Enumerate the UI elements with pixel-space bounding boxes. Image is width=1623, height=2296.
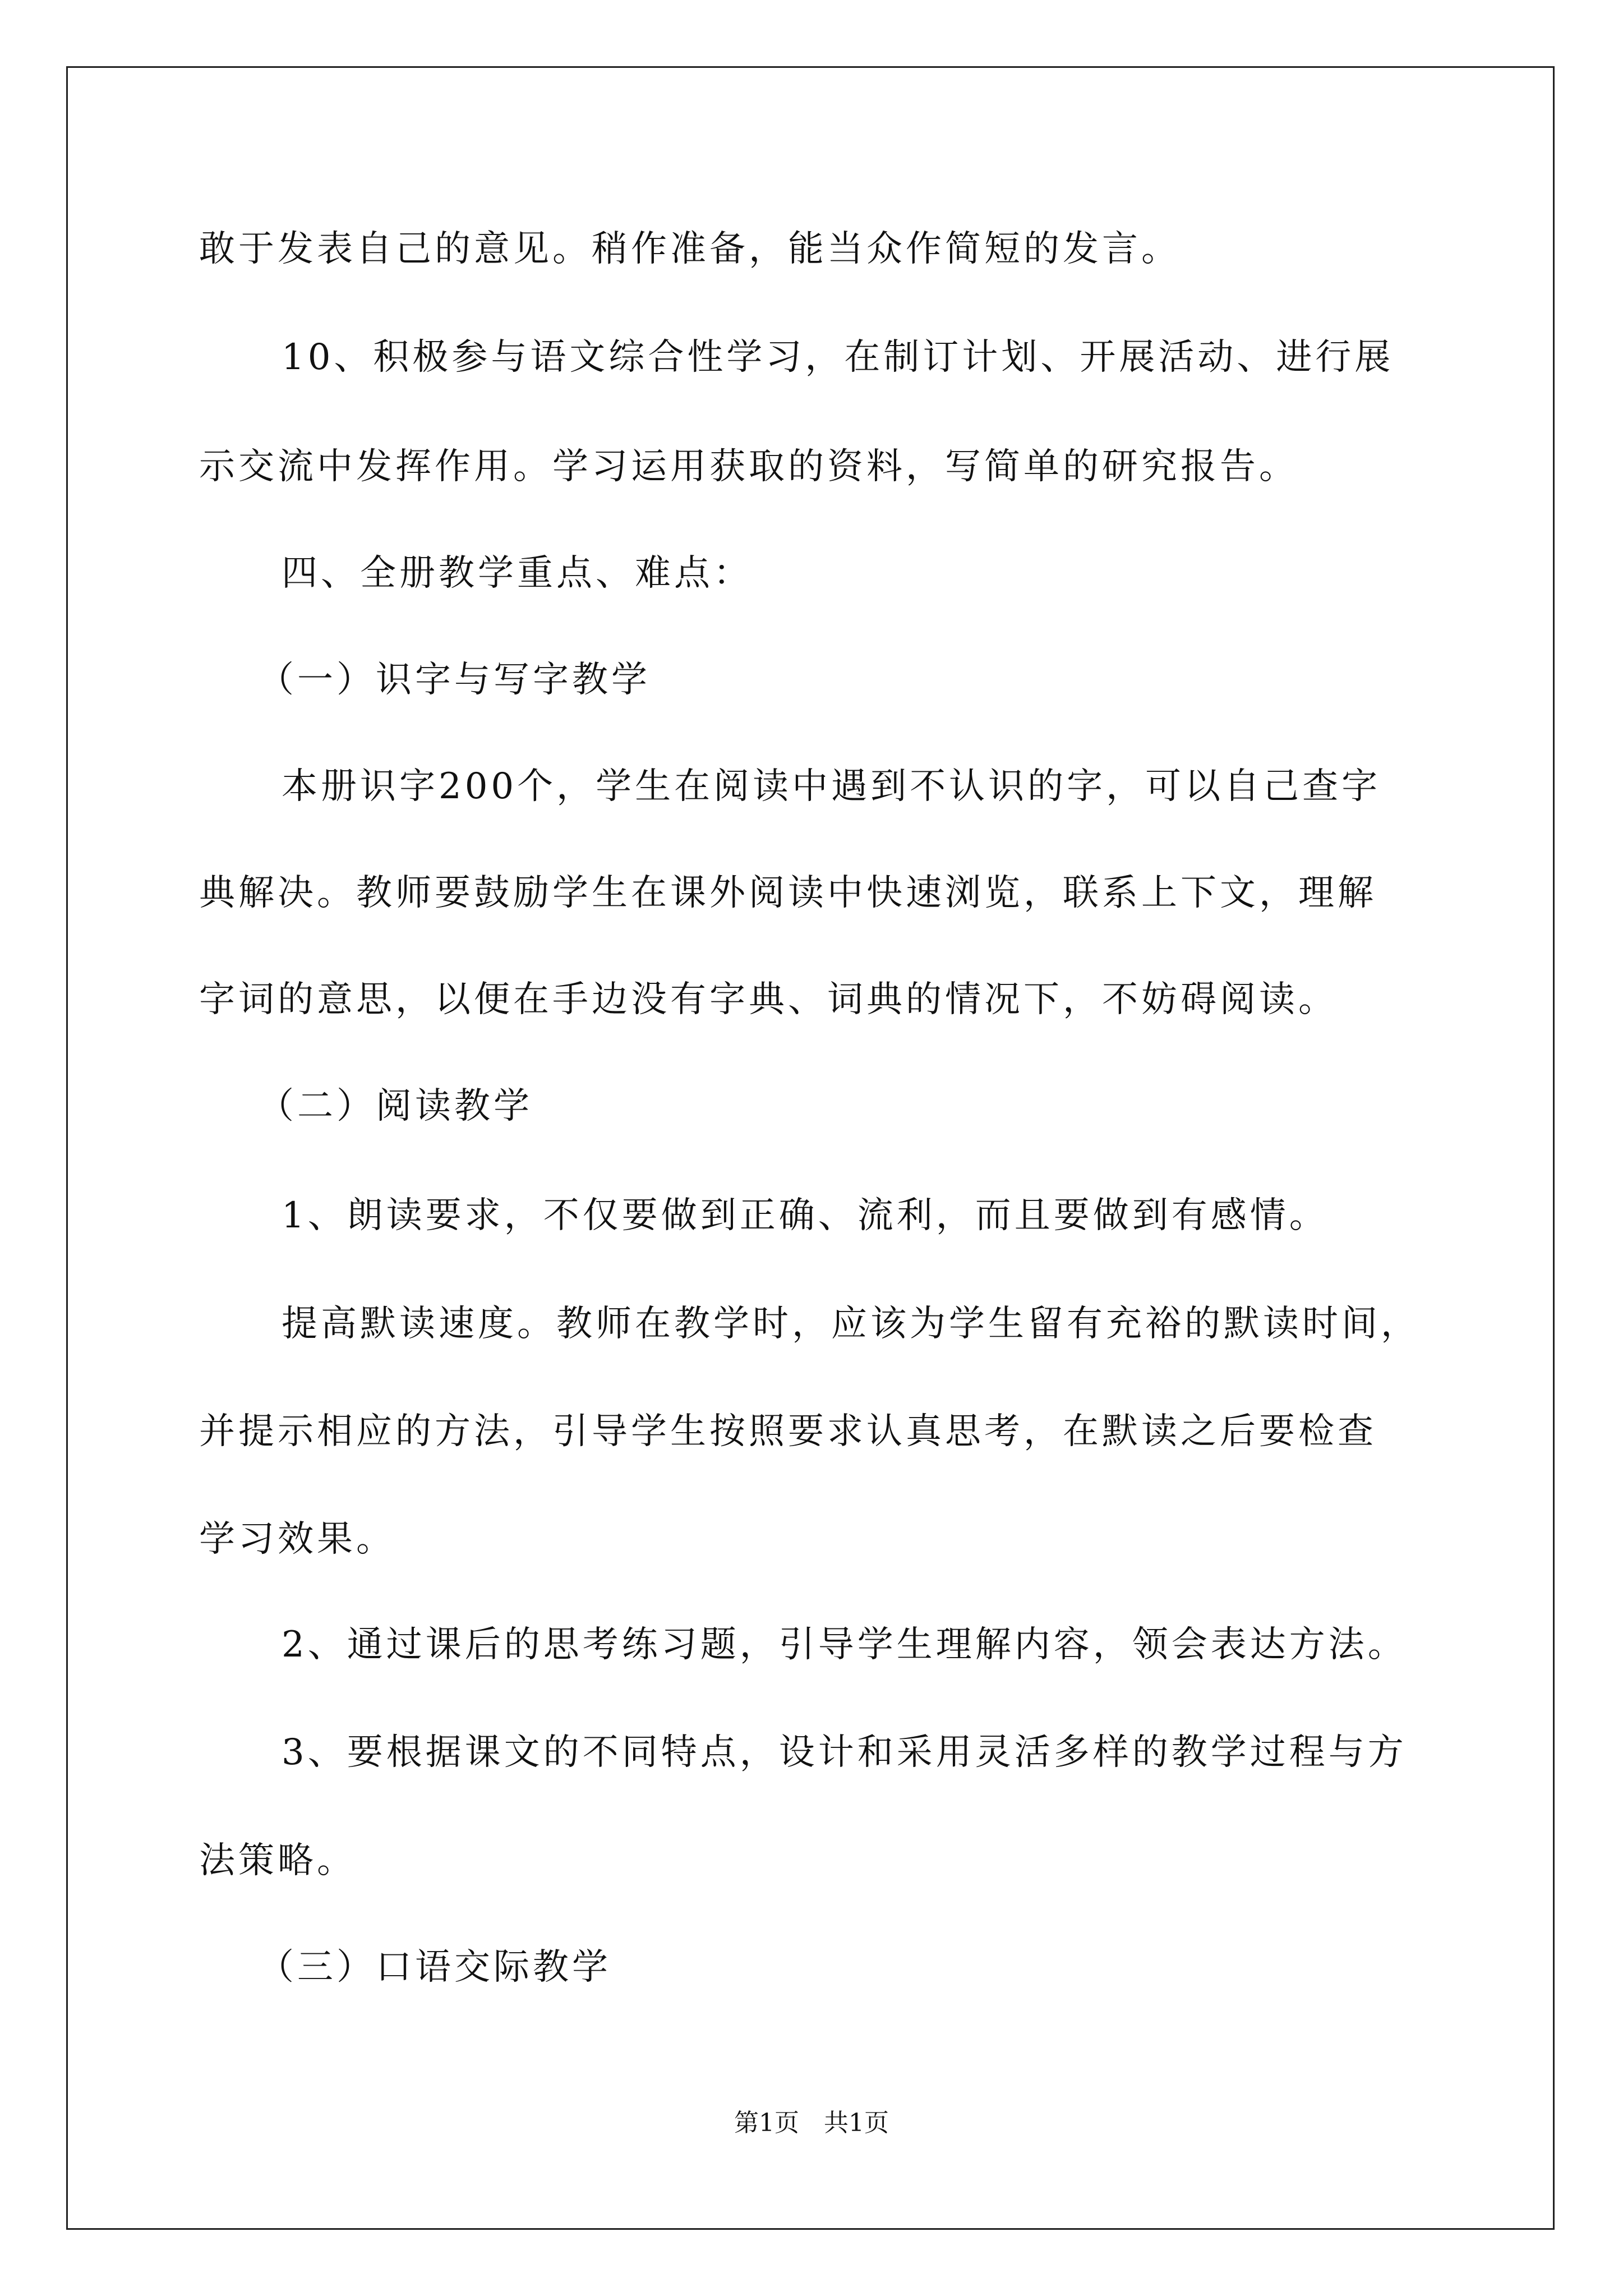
- text-line-6: 本册识字200个，学生在阅读中遇到不认识的字，可以自己查字: [282, 766, 1381, 807]
- text-line-8: 字词的意思，以便在手边没有字典、词典的情况下，不妨碍阅读。: [199, 979, 1338, 1020]
- text-line-13: 学习效果。: [199, 1519, 395, 1560]
- text-line-16: 法策略。: [199, 1840, 356, 1881]
- subsection-heading-3: （三）口语交际教学: [258, 1947, 611, 1988]
- subsection-heading-2: （二）阅读教学: [258, 1085, 533, 1127]
- text-line-3: 示交流中发挥作用。学习运用获取的资料，写简单的研究报告。: [199, 446, 1298, 487]
- text-line-15: 3、要根据课文的不同特点，设计和采用灵活多样的教学过程与方: [282, 1732, 1407, 1773]
- section-heading-4: 四、全册教学重点、难点：: [282, 553, 753, 594]
- text-line-1: 敢于发表自己的意见。稍作准备，能当众作简短的发言。: [199, 228, 1181, 270]
- text-line-12: 并提示相应的方法，引导学生按照要求认真思考，在默读之后要检查: [199, 1411, 1377, 1452]
- text-line-2: 10、积极参与语文综合性学习，在制订计划、开展活动、进行展: [282, 337, 1394, 378]
- text-line-14: 2、通过课后的思考练习题，引导学生理解内容，领会表达方法。: [282, 1624, 1407, 1665]
- subsection-heading-1: （一）识字与写字教学: [258, 659, 651, 701]
- text-line-11: 提高默读速度。教师在教学时，应该为学生留有充裕的默读时间，: [282, 1303, 1420, 1345]
- text-line-10: 1、朗读要求，不仅要做到正确、流利，而且要做到有感情。: [282, 1195, 1329, 1236]
- text-line-7: 典解决。教师要鼓励学生在课外阅读中快速浏览，联系上下文，理解: [199, 872, 1377, 914]
- page-border: [66, 66, 1555, 2230]
- page-footer: 第1页 共1页: [734, 2109, 889, 2137]
